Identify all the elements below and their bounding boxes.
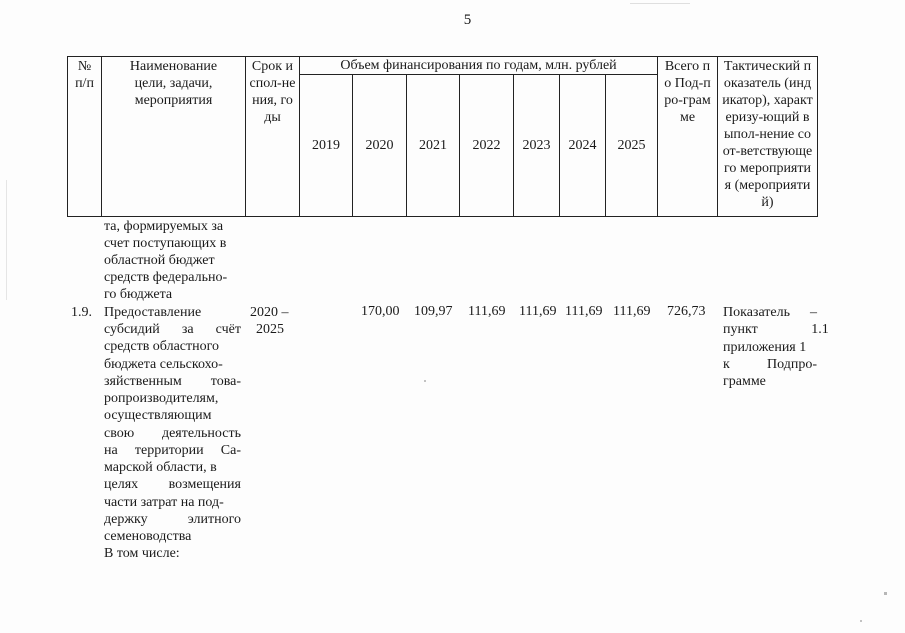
year-2024: 2024 [560, 75, 606, 217]
scan-mark [860, 620, 862, 622]
scan-mark [6, 180, 7, 300]
header-indicator: Тактический показатель (индикатор), характеризу-ющий выпол-нение соот-ветствующего мероприятия (мероприятий) [718, 57, 818, 217]
including-label: В том числе: [104, 546, 180, 561]
header-name: Наименование цели, задачи, мероприятия [102, 57, 246, 217]
value-2021: 109,97 [414, 304, 453, 319]
year-2025: 2025 [606, 75, 658, 217]
value-total: 726,73 [667, 304, 706, 319]
scan-mark [424, 380, 426, 382]
header-funding: Объем финансирования по годам, млн. рублей [300, 57, 658, 75]
value-2025: 111,69 [613, 304, 651, 319]
value-2022: 111,69 [468, 304, 506, 319]
header-total: Всего по Под-про-грамме [658, 57, 718, 217]
row-number: 1.9. [71, 305, 92, 320]
header-term: Срок испол-нения, годы [246, 57, 300, 217]
page-number: 5 [463, 12, 472, 28]
value-2024: 111,69 [565, 304, 603, 319]
year-2021: 2021 [407, 75, 460, 217]
year-2023: 2023 [514, 75, 560, 217]
value-2020: 170,00 [361, 304, 400, 319]
year-2020: 2020 [353, 75, 407, 217]
value-2023: 111,69 [519, 304, 557, 319]
header-num: № п/п [68, 57, 102, 217]
year-2022: 2022 [460, 75, 514, 217]
scan-mark [884, 592, 887, 595]
header-table [67, 56, 818, 217]
year-2019: 2019 [300, 75, 353, 217]
scan-mark [630, 3, 690, 4]
